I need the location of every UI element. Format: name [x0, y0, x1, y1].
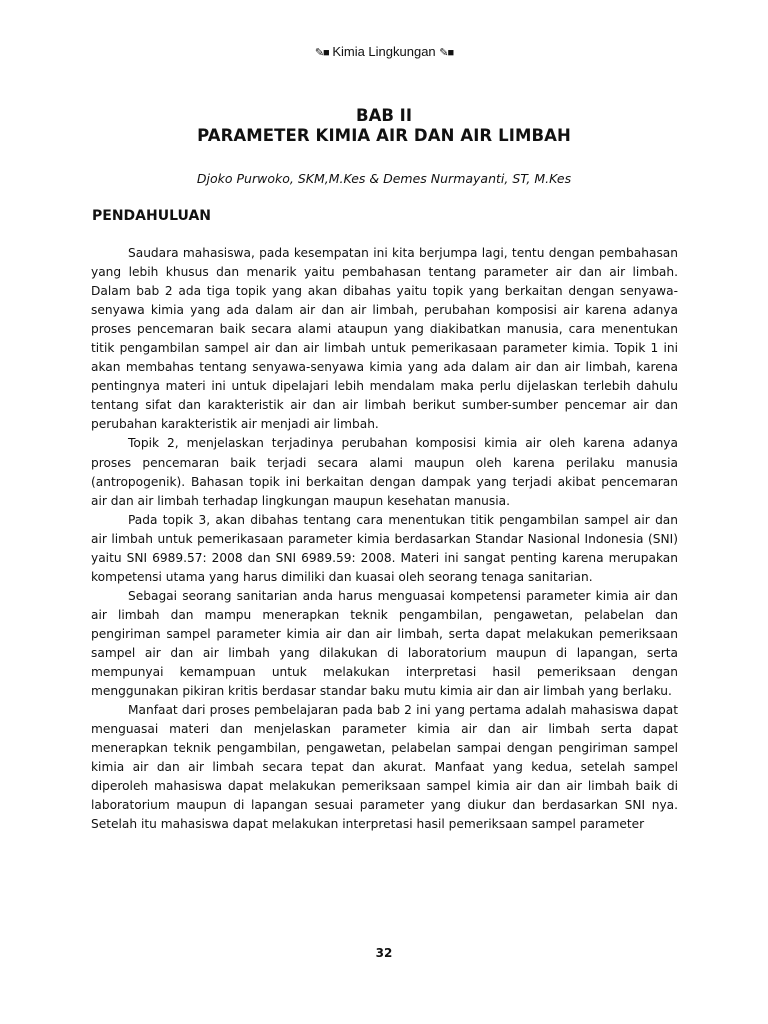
chapter-number: BAB II	[356, 106, 412, 125]
section-heading: PENDAHULUAN	[92, 208, 211, 224]
chapter-title: PARAMETER KIMIA AIR DAN AIR LIMBAH	[197, 126, 571, 145]
running-header	[0, 43, 768, 62]
body-text	[91, 244, 678, 834]
paragraph: Saudara mahasiswa, pada kesempatan ini kita berjumpa lagi, tentu dengan pembahasan yang lebih khusus dan menarik yaitu pembahasan tentang parameter air dan air limbah. Dalam bab 2 ada tiga topik yang akan dibahas yaitu topik yang berkaitan dengan senyawa-senyawa kimia yang ada dalam air dan air limbah, perubahan komposisi air karena adanya proses pencemaran baik secara alami ataupun yang diakibatkan manusia, cara menentukan titik pengambilan sampel air dan air limbah untuk pemerikasaan parameter kimia. Topik 1 ini akan membahas tentang senyawa-senyawa kimia yang ada dalam air dan air limbah, karena pentingnya materi ini untuk dipelajari lebih mendalam maka perlu dijelaskan terlebih dahulu tentang sifat dan karakteristik air dan air limbah berikut sumber-sumber pencemar air dan perubahan karakteristik air menjadi air limbah.	[91, 246, 678, 432]
running-header-title: Kimia Lingkungan	[332, 44, 436, 59]
chapter-authors: Djoko Purwoko, SKM,M.Kes & Demes Nurmayanti, ST, M.Kes	[196, 171, 572, 186]
paragraph: Sebagai seorang sanitarian anda harus menguasai kompetensi parameter kimia air dan air limbah dan mampu menerapkan teknik pengambilan, pengawetan, pelabelan dan pengiriman sampel parameter kimia air dan air limbah, serta dapat melakukan pemeriksaan sampel air dan air limbah yang dilakukan di laboratorium maupun di lapangan, serta mempunyai kemampuan untuk melakukan interpretasi hasil pemeriksaan dengan menggunakan pikiran kritis berdasar standar baku mutu kimia air dan air limbah yang berlaku.	[91, 588, 678, 699]
paragraph: Topik 2, menjelaskan terjadinya perubahan komposisi kimia air oleh karena adanya proses pencemaran baik terjadi secara alami maupun oleh karena perilaku manusia (antropogenik). Bahasan topik ini berkaitan dengan dampak yang terjadi akibat pencemaran air dan air limbah terhadap lingkungan maupun kesehatan manusia.	[91, 436, 678, 508]
pen-and-square-icon: ✎■	[314, 47, 329, 59]
pen-and-square-icon: ✎■	[439, 47, 454, 59]
paragraph: Pada topik 3, akan dibahas tentang cara menentukan titik pengambilan sampel air dan air limbah untuk pemerikasaan parameter kimia berdasarkan Standar Nasional Indonesia (SNI) yaitu SNI 6989.57: 2008 dan SNI 6989.59: 2008. Materi ini sangat penting karena merupakan kompetensi utama yang harus dimiliki dan kuasai oleh seorang tenaga sanitarian.	[91, 512, 678, 584]
page-number: 32	[375, 946, 393, 960]
paragraph: Manfaat dari proses pembelajaran pada bab 2 ini yang pertama adalah mahasiswa dapat menguasai materi dan menjelaskan parameter kimia air dan air limbah serta dapat menerapkan teknik pengambilan, pengawetan, pelabelan sampai dengan pengiriman sampel kimia air dan air limbah secara tepat dan akurat. Manfaat yang kedua, setelah sampel diperoleh mahasiswa dapat melakukan pemeriksaan sampel kimia air dan air limbah baik di laboratorium maupun di lapangan sesuai parameter yang diukur dan berdasarkan SNI nya. Setelah itu mahasiswa dapat melakukan interpretasi hasil pemeriksaan sampel parameter	[91, 703, 678, 832]
